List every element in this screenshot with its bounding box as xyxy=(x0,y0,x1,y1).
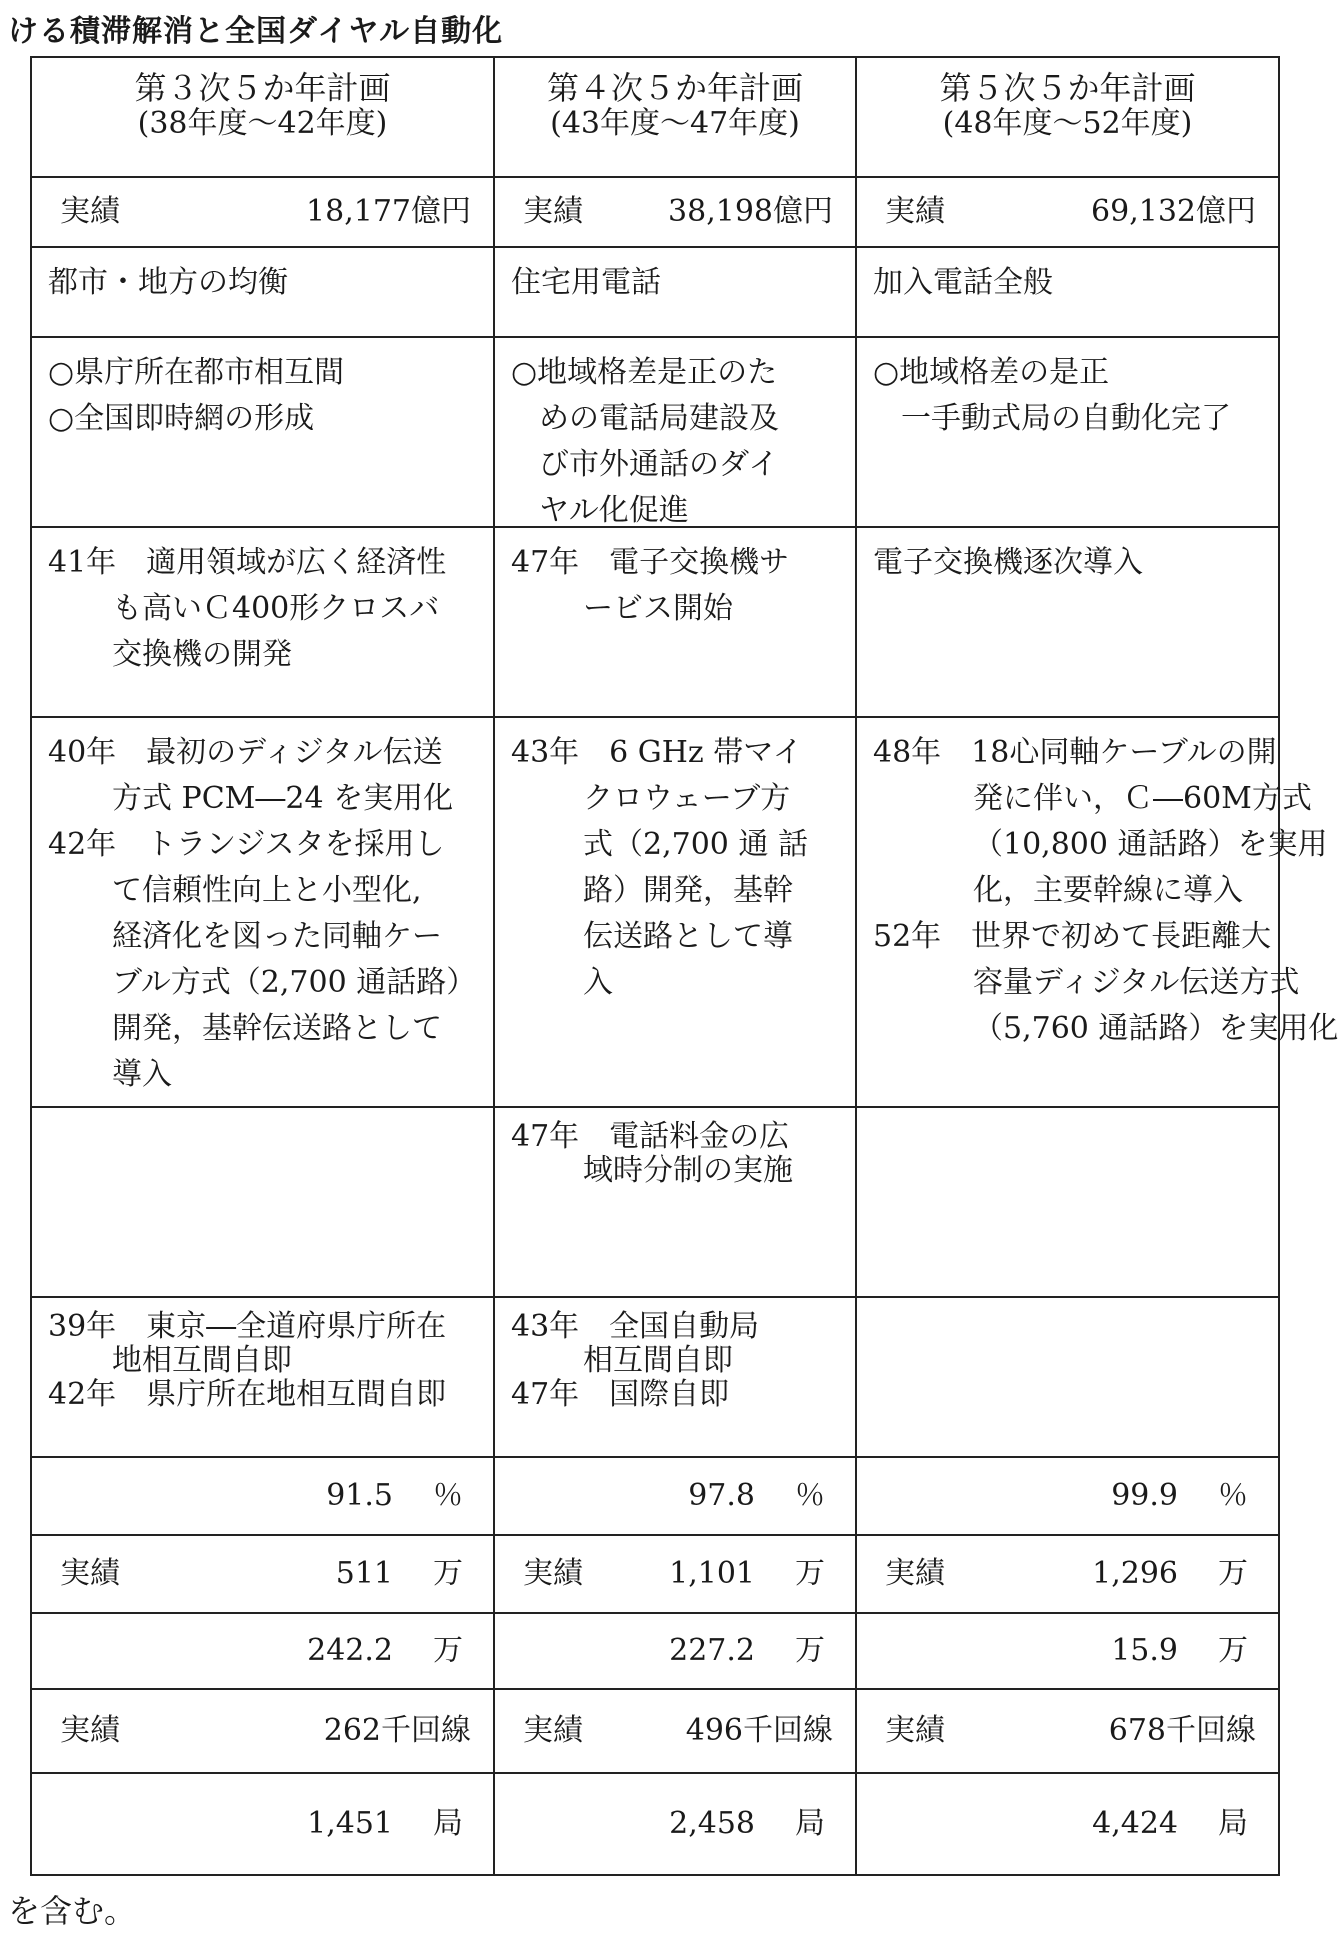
transmission-line: （5,760 通話路）を実用化 xyxy=(973,1011,1338,1046)
header-name: 第４次５か年計画 xyxy=(546,69,803,107)
header-period: (38年度～42年度) xyxy=(137,106,388,141)
dialing-cell xyxy=(495,1298,857,1458)
goals-cell xyxy=(32,338,495,528)
offices-cell xyxy=(495,1774,857,1874)
transmission-line: 伝送路として導 xyxy=(583,919,793,954)
dialing-line: 地相互間自即 xyxy=(112,1343,292,1378)
offices-value: 2,458 xyxy=(669,1806,755,1841)
transmission-line: 発に伴い，Ｃ―60M方式 xyxy=(973,781,1312,816)
backlog-value: 242.2 xyxy=(307,1633,393,1668)
circuits-value: 262千回線 xyxy=(323,1713,471,1748)
backlog-unit: 万 xyxy=(795,1633,825,1668)
dialing-line: 47年 国際自即 xyxy=(511,1377,730,1412)
auto-rate-unit: ％ xyxy=(1218,1478,1248,1513)
switching-line: 41年 適用領域が広く経済性 xyxy=(48,545,447,580)
switching-cell xyxy=(32,528,495,718)
offices-value: 4,424 xyxy=(1092,1806,1178,1841)
circuits-label: 実績 xyxy=(885,1713,945,1748)
switching-line: 47年 電子交換機サ xyxy=(511,545,790,580)
goal-line: 一手動式局の自動化完了 xyxy=(901,401,1231,436)
subscribers-unit: 万 xyxy=(433,1556,463,1591)
header-name: 第５次５か年計画 xyxy=(939,69,1196,107)
subscribers-cell xyxy=(857,1536,1278,1614)
investment-label: 実績 xyxy=(885,194,945,229)
circuits-value: 678千回線 xyxy=(1108,1713,1256,1748)
offices-unit: 局 xyxy=(433,1806,463,1841)
investment-cell xyxy=(32,178,495,248)
circuits-label: 実績 xyxy=(523,1713,583,1748)
transmission-line: 化，主要幹線に導入 xyxy=(973,873,1243,908)
auto-rate-unit: ％ xyxy=(433,1478,463,1513)
tariff-cell xyxy=(495,1108,857,1298)
focus-text: 加入電話全般 xyxy=(873,265,1053,300)
tariff-cell xyxy=(32,1108,495,1298)
circuits-value: 496千回線 xyxy=(685,1713,833,1748)
investment-value: 69,132億円 xyxy=(1091,194,1256,229)
dialing-line: 相互間自即 xyxy=(583,1343,733,1378)
transmission-line: 40年 最初のディジタル伝送 xyxy=(48,735,443,770)
switching-line: ービス開始 xyxy=(583,591,733,626)
switching-line: も高いＣ400形クロスバ xyxy=(112,591,440,626)
subscribers-label: 実績 xyxy=(523,1556,583,1591)
backlog-value: 15.9 xyxy=(1111,1633,1178,1668)
circuits-cell xyxy=(857,1690,1278,1774)
goal-line: ○県庁所在都市相互間 xyxy=(48,355,345,390)
subscribers-value: 511 xyxy=(335,1556,393,1591)
transmission-line: 経済化を図った同軸ケー xyxy=(112,919,442,954)
goal-line: び市外通話のダイ xyxy=(539,447,779,482)
investment-label: 実績 xyxy=(523,194,583,229)
tariff-line: 域時分制の実施 xyxy=(583,1153,793,1188)
header-plan-4 xyxy=(495,58,857,178)
auto-rate-unit: ％ xyxy=(795,1478,825,1513)
header-period: (48年度～52年度) xyxy=(942,106,1193,141)
investment-value: 38,198億円 xyxy=(668,194,833,229)
auto-rate-value: 91.5 xyxy=(326,1478,393,1513)
focus-cell xyxy=(32,248,495,338)
switching-cell xyxy=(857,528,1278,718)
transmission-cell xyxy=(857,718,1338,1108)
goal-line: ○地域格差の是正 xyxy=(873,355,1110,390)
subscribers-label: 実績 xyxy=(60,1556,120,1591)
switching-line: 交換機の開発 xyxy=(112,637,292,672)
transmission-line: 42年 トランジスタを採用し xyxy=(48,827,445,862)
transmission-line: て信頼性向上と小型化, xyxy=(112,873,422,908)
investment-label: 実績 xyxy=(60,194,120,229)
goal-line: ○地域格差是正のた xyxy=(511,355,778,390)
dialing-cell xyxy=(32,1298,495,1458)
subscribers-unit: 万 xyxy=(795,1556,825,1591)
dialing-line: 42年 県庁所在地相互間自即 xyxy=(48,1377,447,1412)
circuits-label: 実績 xyxy=(60,1713,120,1748)
transmission-line: 式（2,700 通 話 xyxy=(583,827,808,862)
header-plan-5 xyxy=(857,58,1278,178)
page-title: ける積滞解消と全国ダイヤル自動化 xyxy=(8,14,504,49)
backlog-cell xyxy=(857,1614,1278,1690)
auto-rate-cell xyxy=(495,1458,857,1536)
subscribers-cell xyxy=(495,1536,857,1614)
focus-cell xyxy=(857,248,1278,338)
transmission-line: 路）開発，基幹 xyxy=(583,873,793,908)
transmission-line: 52年 世界で初めて長距離大 xyxy=(873,919,1272,954)
backlog-value: 227.2 xyxy=(669,1633,755,1668)
transmission-line: 導入 xyxy=(112,1057,172,1092)
auto-rate-value: 99.9 xyxy=(1111,1478,1178,1513)
transmission-line: クロウェーブ方 xyxy=(583,781,791,816)
transmission-line: 入 xyxy=(583,965,613,1000)
goal-line: ヤル化促進 xyxy=(539,493,689,528)
tariff-line: 47年 電話料金の広 xyxy=(511,1119,790,1154)
backlog-cell xyxy=(32,1614,495,1690)
auto-rate-value: 97.8 xyxy=(688,1478,755,1513)
focus-cell xyxy=(495,248,857,338)
subscribers-label: 実績 xyxy=(885,1556,945,1591)
switching-line: 電子交換機逐次導入 xyxy=(873,545,1143,580)
goals-cell xyxy=(857,338,1278,528)
backlog-unit: 万 xyxy=(433,1633,463,1668)
circuits-cell xyxy=(495,1690,857,1774)
goal-line: ○全国即時網の形成 xyxy=(48,401,315,436)
plan-comparison-table xyxy=(30,56,1338,1876)
backlog-unit: 万 xyxy=(1218,1633,1248,1668)
header-name: 第３次５か年計画 xyxy=(134,69,391,107)
transmission-line: 容量ディジタル伝送方式 xyxy=(973,965,1300,1000)
offices-unit: 局 xyxy=(795,1806,825,1841)
auto-rate-cell xyxy=(32,1458,495,1536)
offices-cell xyxy=(857,1774,1278,1874)
subscribers-value: 1,296 xyxy=(1092,1556,1178,1591)
offices-cell xyxy=(32,1774,495,1874)
footnote: を含む。 xyxy=(8,1892,137,1930)
header-period: (43年度～47年度) xyxy=(550,106,800,141)
circuits-cell xyxy=(32,1690,495,1774)
focus-text: 都市・地方の均衡 xyxy=(48,265,288,300)
investment-value: 18,177億円 xyxy=(306,194,471,229)
dialing-line: 39年 東京―全道府県庁所在 xyxy=(48,1309,447,1344)
subscribers-unit: 万 xyxy=(1218,1556,1248,1591)
investment-cell xyxy=(857,178,1278,248)
goal-line: めの電話局建設及 xyxy=(539,401,779,436)
offices-unit: 局 xyxy=(1218,1806,1248,1841)
offices-value: 1,451 xyxy=(307,1806,393,1841)
transmission-line: 方式 PCM―24 を実用化 xyxy=(112,781,454,816)
investment-cell xyxy=(495,178,857,248)
subscribers-cell xyxy=(32,1536,495,1614)
transmission-line: 開発，基幹伝送路として xyxy=(112,1011,442,1046)
transmission-line: （10,800 通話路）を実用 xyxy=(973,827,1328,862)
auto-rate-cell xyxy=(857,1458,1278,1536)
transmission-cell xyxy=(495,718,857,1108)
header-plan-3 xyxy=(32,58,495,178)
dialing-cell xyxy=(857,1298,1278,1458)
subscribers-value: 1,101 xyxy=(669,1556,755,1591)
backlog-cell xyxy=(495,1614,857,1690)
goals-cell xyxy=(495,338,857,528)
transmission-cell xyxy=(32,718,495,1108)
tariff-cell xyxy=(857,1108,1278,1298)
transmission-line: 48年 18心同軸ケーブルの開 xyxy=(873,735,1277,770)
focus-text: 住宅用電話 xyxy=(511,265,661,300)
transmission-line: ブル方式（2,700 通話路） xyxy=(112,965,477,1000)
dialing-line: 43年 全国自動局 xyxy=(511,1309,760,1344)
transmission-line: 43年 6 GHz 帯マイ xyxy=(511,735,803,770)
switching-cell xyxy=(495,528,857,718)
